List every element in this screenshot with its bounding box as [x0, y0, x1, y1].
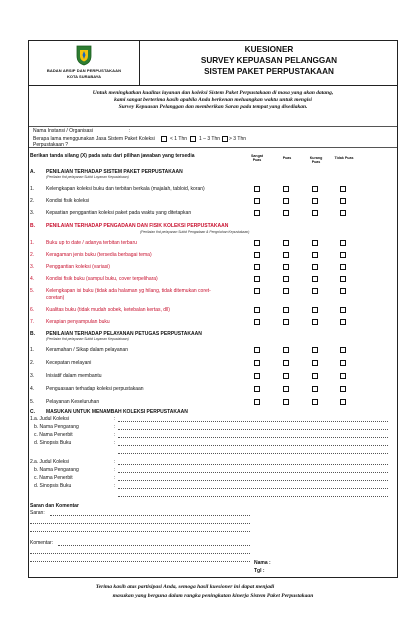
section-a-title: PENILAIAN TERHADAP SISTEM PAKET PERPUSTAKAAN — [46, 169, 183, 175]
c-field-colon: : — [114, 475, 116, 481]
rating-checkbox[interactable] — [340, 210, 346, 216]
c-field-label: a. Judul Koleksi — [34, 459, 70, 465]
b-item-text: Buku up to date / adanya terbitan terbaru — [46, 240, 137, 246]
c-field-label: d. Sinopsis Buku — [34, 483, 72, 489]
rating-checkbox[interactable] — [283, 288, 289, 294]
rating-checkbox[interactable] — [254, 288, 260, 294]
b2-item-text: Pelayanan Keseluruhan — [46, 399, 100, 405]
b2-item-num: 5. — [30, 399, 35, 405]
rating-checkbox[interactable] — [312, 276, 318, 282]
b-item-num: 2. — [30, 252, 35, 258]
komentar-label: Komentar: — [30, 540, 54, 546]
saran-answer-line[interactable] — [30, 561, 250, 562]
intro-line2: kami sangat berterima kasih apabila Anda berkenan meluangkan waktu untuk mengisi — [114, 97, 312, 104]
instruction-text: Berikan tanda silang (X) pada satu dari pilihan jawaban yang tersedia — [30, 153, 195, 159]
b-item-text: Kualitas buku (tidak mudah sobek, ketebalan kertas, dll) — [46, 307, 170, 313]
col-tidak-puas: Tidak Puas — [334, 156, 354, 160]
closing-line2: masukan yang berguna dalam rangka peningkatan kinerja Sistem Paket Perpustakaan — [112, 593, 314, 599]
b2-item-num: 2. — [30, 360, 35, 366]
duration-1-3-checkbox[interactable] — [190, 136, 196, 142]
rating-checkbox[interactable] — [312, 347, 318, 353]
rating-checkbox[interactable] — [283, 276, 289, 282]
section-a-letter: A. — [30, 169, 35, 175]
c-field-label: b. Nama Pengarang — [34, 467, 79, 473]
title-line3: SISTEM PAKET PERPUSTAKAAN — [204, 67, 334, 76]
duration-label: Berapa lama menggunakan Jasa Sistem Paket Koleksi — [33, 136, 155, 142]
rating-checkbox[interactable] — [283, 399, 289, 405]
c-answer-line[interactable] — [118, 488, 388, 489]
rating-checkbox[interactable] — [340, 198, 346, 204]
c-field-colon: : — [114, 432, 116, 438]
rating-checkbox[interactable] — [283, 360, 289, 366]
rating-checkbox[interactable] — [283, 210, 289, 216]
b2-item-text: Inisiatif dalam membantu — [46, 373, 102, 379]
nama-label: Nama : — [254, 560, 271, 566]
col-kurang-puas: Kurang Puas — [309, 156, 323, 165]
b2-item-text: Kecepatan melayani — [46, 360, 92, 366]
saran-heading: Saran dan Komentar — [30, 503, 79, 509]
rating-checkbox[interactable] — [312, 307, 318, 313]
c-answer-line[interactable] — [118, 429, 388, 430]
b-item-num: 1. — [30, 240, 35, 246]
rating-checkbox[interactable] — [254, 399, 260, 405]
saran-label: Saran: — [30, 510, 45, 516]
rating-checkbox[interactable] — [254, 307, 260, 313]
duration-over-3-checkbox[interactable] — [222, 136, 228, 142]
col-puas: Puas — [282, 156, 292, 160]
section-b-note: (Penilaian thd pelayanan Subid Pengadaan & Pengolahan Kepustakaan) — [140, 230, 250, 234]
rating-checkbox[interactable] — [254, 264, 260, 270]
b-item-text: Keragaman jenis buku (tersedia berbagai tema) — [46, 252, 152, 258]
b-item-text: Kerapian penyampulan buku — [46, 319, 110, 325]
rating-checkbox[interactable] — [283, 347, 289, 353]
closing-line1: Terima kasih atas partisipasi Anda, semoga hasil kuesioner ini dapat menjadi — [95, 584, 275, 590]
c-block-num: 2. — [30, 459, 35, 465]
section-b2-title: PENILAIAN TERHADAP PELAYANAN PETUGAS PERPUSTAKAAN — [46, 331, 202, 337]
rating-checkbox[interactable] — [254, 198, 260, 204]
logo-cell — [29, 41, 140, 85]
c-field-colon: : — [114, 459, 116, 465]
title-line1: KUESIONER — [244, 45, 294, 54]
a-item-num: 2. — [30, 198, 35, 204]
section-b2-letter: B. — [30, 331, 35, 337]
c-field-colon: : — [114, 424, 116, 430]
rating-checkbox[interactable] — [340, 240, 346, 246]
tgl-label: Tgl : — [254, 568, 265, 574]
respondent-info-box — [28, 126, 398, 148]
a-item-text: Kondisi fisik koleksi — [46, 198, 90, 204]
rating-checkbox[interactable] — [254, 386, 260, 392]
section-c-letter: C. — [30, 409, 35, 415]
section-c-title: MASUKAN UNTUK MENAMBAH KOLEKSI PERPUSTAKAAN — [46, 409, 188, 415]
rating-checkbox[interactable] — [254, 373, 260, 379]
c-field-colon: : — [114, 440, 116, 446]
rating-checkbox[interactable] — [340, 264, 346, 270]
b-item-text: Kondisi fisik buku (sampul buku, cover terpelihara) — [46, 276, 158, 282]
rating-checkbox[interactable] — [340, 347, 346, 353]
c-field-label: d. Sinopsis Buku — [34, 440, 72, 446]
b-item-num: 5. — [30, 288, 35, 294]
a-item-text: Kelengkapan koleksi buku dan terbitan berkala (majalah, tabloid, koran) — [46, 186, 205, 192]
org-name-line1: BADAN ARSIP DAN PERPUSTAKAAN — [46, 68, 122, 73]
rating-checkbox[interactable] — [312, 264, 318, 270]
b-item-num: 3. — [30, 264, 35, 270]
rating-checkbox[interactable] — [283, 319, 289, 325]
c-field-label: c. Nama Penerbit — [34, 475, 73, 481]
duration-label-2: Perpustakaan ? — [33, 142, 69, 148]
header-box — [28, 40, 398, 86]
title-line2: SURVEY KEPUASAN PELANGGAN — [200, 56, 338, 65]
b-item-text-cont: coretan) — [46, 295, 65, 301]
b-item-num: 7. — [30, 319, 35, 325]
instansi-label: Nama Instansi / Organisasi — [33, 128, 94, 134]
rating-checkbox[interactable] — [283, 240, 289, 246]
a-item-num: 1. — [30, 186, 35, 192]
section-a-note: (Penilaian thd pelayanan Subid Layanan Kepustakaan) — [46, 175, 129, 179]
rating-checkbox[interactable] — [283, 186, 289, 192]
rating-checkbox[interactable] — [254, 276, 260, 282]
rating-checkbox[interactable] — [312, 399, 318, 405]
c-field-label: c. Nama Penerbit — [34, 432, 73, 438]
rating-checkbox[interactable] — [340, 288, 346, 294]
rating-checkbox[interactable] — [312, 360, 318, 366]
rating-checkbox[interactable] — [340, 373, 346, 379]
rating-checkbox[interactable] — [340, 319, 346, 325]
b-item-text: Penggantian koleksi (variasi) — [46, 264, 110, 270]
c-answer-line[interactable] — [118, 437, 388, 438]
c-field-colon: : — [114, 467, 116, 473]
rating-checkbox[interactable] — [340, 360, 346, 366]
rating-checkbox[interactable] — [312, 198, 318, 204]
rating-checkbox[interactable] — [254, 186, 260, 192]
a-item-num: 3. — [30, 210, 35, 216]
instansi-colon: : — [129, 128, 131, 134]
rating-checkbox[interactable] — [283, 198, 289, 204]
c-field-label: a. Judul Koleksi — [34, 416, 70, 422]
rating-checkbox[interactable] — [340, 276, 346, 282]
b-item-num: 6. — [30, 307, 35, 313]
rating-checkbox[interactable] — [254, 240, 260, 246]
c-answer-line[interactable] — [118, 453, 388, 454]
c-field-colon: : — [114, 483, 116, 489]
c-field-colon: : — [114, 416, 116, 422]
rating-checkbox[interactable] — [312, 288, 318, 294]
rating-checkbox[interactable] — [254, 252, 260, 258]
rating-checkbox[interactable] — [312, 373, 318, 379]
duration-option-3: > 3 Thn — [229, 136, 247, 142]
col-sangat-puas: Sangat Puas — [251, 154, 263, 163]
saran-answer-line[interactable] — [58, 545, 250, 546]
c-answer-line[interactable] — [118, 464, 388, 465]
b2-item-num: 1. — [30, 347, 35, 353]
intro-line1: Untuk meningkatkan kualitas layanan dan koleksi Sistem Paket Perpustakaan di masa yang akan datang, — [92, 90, 334, 96]
rating-checkbox[interactable] — [254, 360, 260, 366]
rating-checkbox[interactable] — [254, 347, 260, 353]
rating-checkbox[interactable] — [283, 264, 289, 270]
c-answer-line[interactable] — [118, 480, 388, 481]
c-answer-line[interactable] — [118, 472, 388, 473]
rating-checkbox[interactable] — [312, 319, 318, 325]
duration-under-1-checkbox[interactable] — [161, 136, 167, 142]
b2-item-text: Penguasaan terhadap koleksi perpustakaan — [46, 386, 144, 392]
b2-item-text: Keramahan / Sikap dalam pelayanan — [46, 347, 128, 353]
section-b-letter: B. — [30, 223, 35, 229]
intro-line3: Survey Kepuasan Pelanggan dan memberikan Saran pada tempat yang disediakan. — [118, 104, 308, 111]
c-field-label: b. Nama Pengarang — [34, 424, 79, 430]
saran-answer-line[interactable] — [30, 553, 250, 554]
rating-checkbox[interactable] — [283, 252, 289, 258]
saran-answer-line[interactable] — [30, 523, 250, 524]
rating-checkbox[interactable] — [312, 240, 318, 246]
section-b-title: PENILAIAN TERHADAP PENGADAAN DAN FISIK KOLEKSI PERPUSTAKAAN — [46, 223, 229, 229]
c-answer-line[interactable] — [118, 496, 388, 497]
c-block-num: 1. — [30, 416, 35, 422]
section-b2-note: (Penilaian thd pelayanan Subid Layanan Kepustakaan) — [46, 337, 129, 341]
rating-checkbox[interactable] — [254, 210, 260, 216]
b2-item-num: 3. — [30, 373, 35, 379]
city-emblem-logo — [75, 44, 93, 66]
rating-checkbox[interactable] — [340, 307, 346, 313]
rating-checkbox[interactable] — [340, 399, 346, 405]
rating-checkbox[interactable] — [283, 373, 289, 379]
saran-answer-line[interactable] — [30, 531, 250, 532]
duration-option-2: 1 – 3 Thn — [199, 136, 221, 142]
rating-checkbox[interactable] — [340, 386, 346, 392]
c-answer-line[interactable] — [118, 445, 388, 446]
rating-checkbox[interactable] — [283, 386, 289, 392]
rating-checkbox[interactable] — [254, 319, 260, 325]
rating-checkbox[interactable] — [312, 186, 318, 192]
duration-option-1: < 1 Thn — [170, 136, 188, 142]
b-item-text: Kelengkapan isi buku (tidak ada halaman yg hilang, tidak ditemukan coret- — [46, 288, 211, 294]
rating-checkbox[interactable] — [340, 252, 346, 258]
rating-checkbox[interactable] — [312, 210, 318, 216]
org-name-line2: KOTA SURABAYA — [67, 74, 101, 79]
rating-checkbox[interactable] — [312, 252, 318, 258]
rating-checkbox[interactable] — [312, 386, 318, 392]
saran-answer-line[interactable] — [50, 515, 250, 516]
rating-checkbox[interactable] — [283, 307, 289, 313]
questionnaire-page — [28, 40, 398, 578]
b2-item-num: 4. — [30, 386, 35, 392]
c-answer-line[interactable] — [118, 421, 388, 422]
a-item-text: Kepastian penggantian koleksi paket pada waktu yang ditetapkan — [46, 210, 192, 216]
b-item-num: 4. — [30, 276, 35, 282]
intro-text — [32, 90, 394, 112]
rating-checkbox[interactable] — [340, 186, 346, 192]
